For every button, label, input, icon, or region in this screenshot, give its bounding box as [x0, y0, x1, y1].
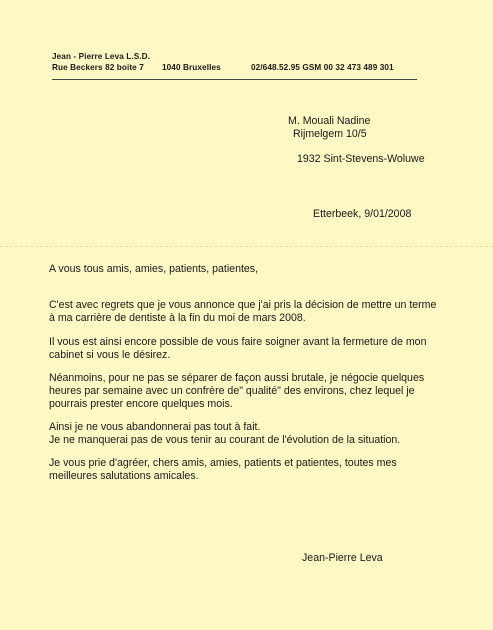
- date-line: Etterbeek, 9/01/2008: [313, 208, 412, 220]
- sender-street: Rue Beckers 82 boite 7: [52, 63, 144, 72]
- sender-name: Jean - Pierre Leva L.S.D.: [52, 52, 151, 61]
- paragraph-line: heures par semaine avec un confrère de" qualité" des environs, chez lequel je: [49, 385, 415, 398]
- recipient-name: M. Mouali Nadine: [288, 115, 371, 127]
- paragraph-line: pourrais prester encore quelques mois.: [49, 398, 233, 411]
- paragraph-line: Ainsi je ne vous abandonnerai pas tout à fait.: [49, 421, 261, 433]
- paragraph-4: [49, 421, 449, 447]
- paragraph-line: Je vous prie d'agréer, chers amis, amies, patients et patientes, toutes mes: [49, 457, 397, 469]
- paragraph-3: [49, 372, 449, 412]
- sender-city: 1040 Bruxelles: [162, 63, 221, 72]
- recipient-city: 1932 Sint-Stevens-Woluwe: [297, 153, 425, 165]
- paragraph-1: [49, 299, 449, 325]
- paragraph-2: [49, 336, 449, 362]
- sender-contact: 02/648.52.95 GSM 00 32 473 489 301: [251, 63, 394, 72]
- paragraph-5: [49, 457, 449, 483]
- paper-fold: [0, 246, 493, 247]
- salutation: A vous tous amis, amies, patients, patientes,: [49, 263, 259, 275]
- signature: Jean-Pierre Leva: [302, 552, 383, 564]
- paragraph-line: meilleures salutations amicales.: [49, 470, 199, 483]
- paragraph-line: à ma carrière de dentiste à la fin du moi de mars 2008.: [49, 312, 306, 325]
- paragraph-line: C'est avec regrets que je vous annonce que j'ai pris la décision de mettre un terme: [49, 299, 437, 311]
- paragraph-line: Il vous est ainsi encore possible de vous faire soigner avant la fermeture de mon: [49, 336, 427, 348]
- paragraph-line: cabinet si vous le désirez.: [49, 349, 171, 362]
- paragraph-line: Néanmoins, pour ne pas se séparer de façon aussi brutale, je négocie quelques: [49, 372, 425, 384]
- recipient-street: Rijmelgem 10/5: [293, 128, 367, 140]
- letterhead-divider: [52, 79, 417, 80]
- paragraph-line: Je ne manquerai pas de vous tenir au courant de l'évolution de la situation.: [49, 434, 401, 447]
